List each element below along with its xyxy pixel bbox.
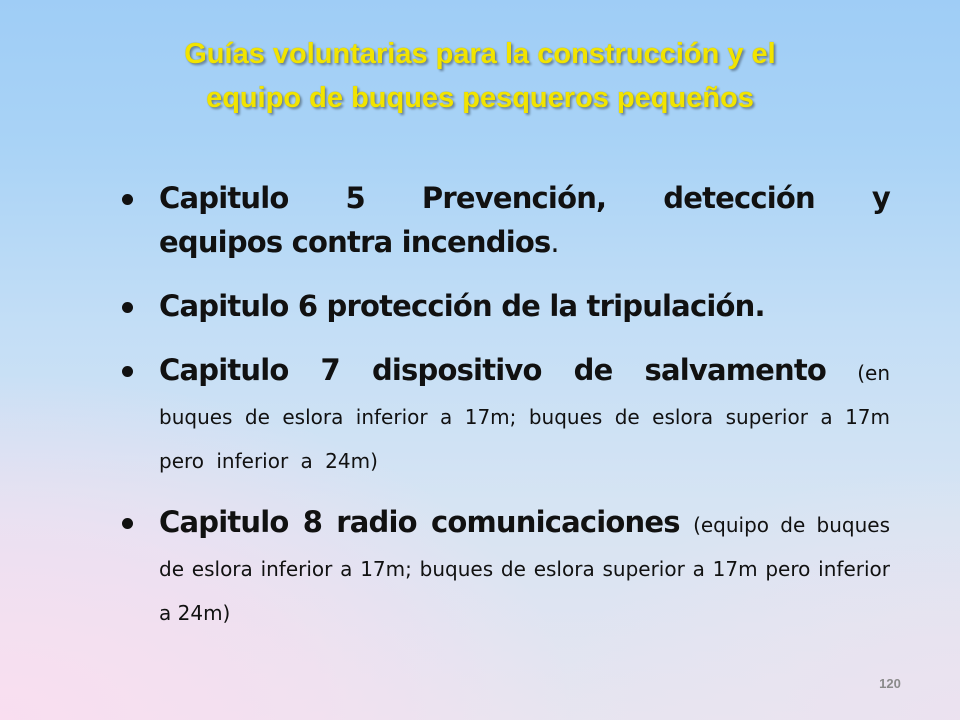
bullet-detail: (equipo de buques de eslora inferior a 17m; buques de eslora superior a 17m pero inferior a 24m) [159,513,891,625]
slide-title-line-1: Guías voluntarias para la construcción y el [184,38,776,70]
slide-title [70,32,890,120]
bullet-icon [122,366,133,377]
bullet-list [118,176,890,652]
list-item [118,348,890,480]
bullet-detail: (en buques de eslora inferior a 17m; buques de eslora superior a 17m pero inferior a 24m) [159,361,891,473]
bullet-heading-continued: equipos contra incendios [159,225,551,259]
bullet-icon [122,194,133,205]
bullet-icon [122,518,133,529]
bullet-text [159,348,890,480]
page-number: 120 [879,676,901,691]
list-item [118,500,890,632]
list-item [118,284,890,328]
bullet-heading: Capitulo 5 Prevención, detección y [159,181,890,215]
bullet-heading: Capitulo 7 dispositivo de salvamento [159,353,827,387]
bullet-heading: Capitulo 6 protección de la tripulación. [159,289,765,323]
bullet-text [159,284,890,328]
bullet-icon [122,302,133,313]
bullet-text [159,176,890,264]
list-item [118,176,890,264]
bullet-detail: . [550,225,559,259]
bullet-text [159,500,890,632]
bullet-heading: Capitulo 8 radio comunicaciones [159,505,680,539]
slide-title-line-2: equipo de buques pesqueros pequeños [206,82,754,114]
